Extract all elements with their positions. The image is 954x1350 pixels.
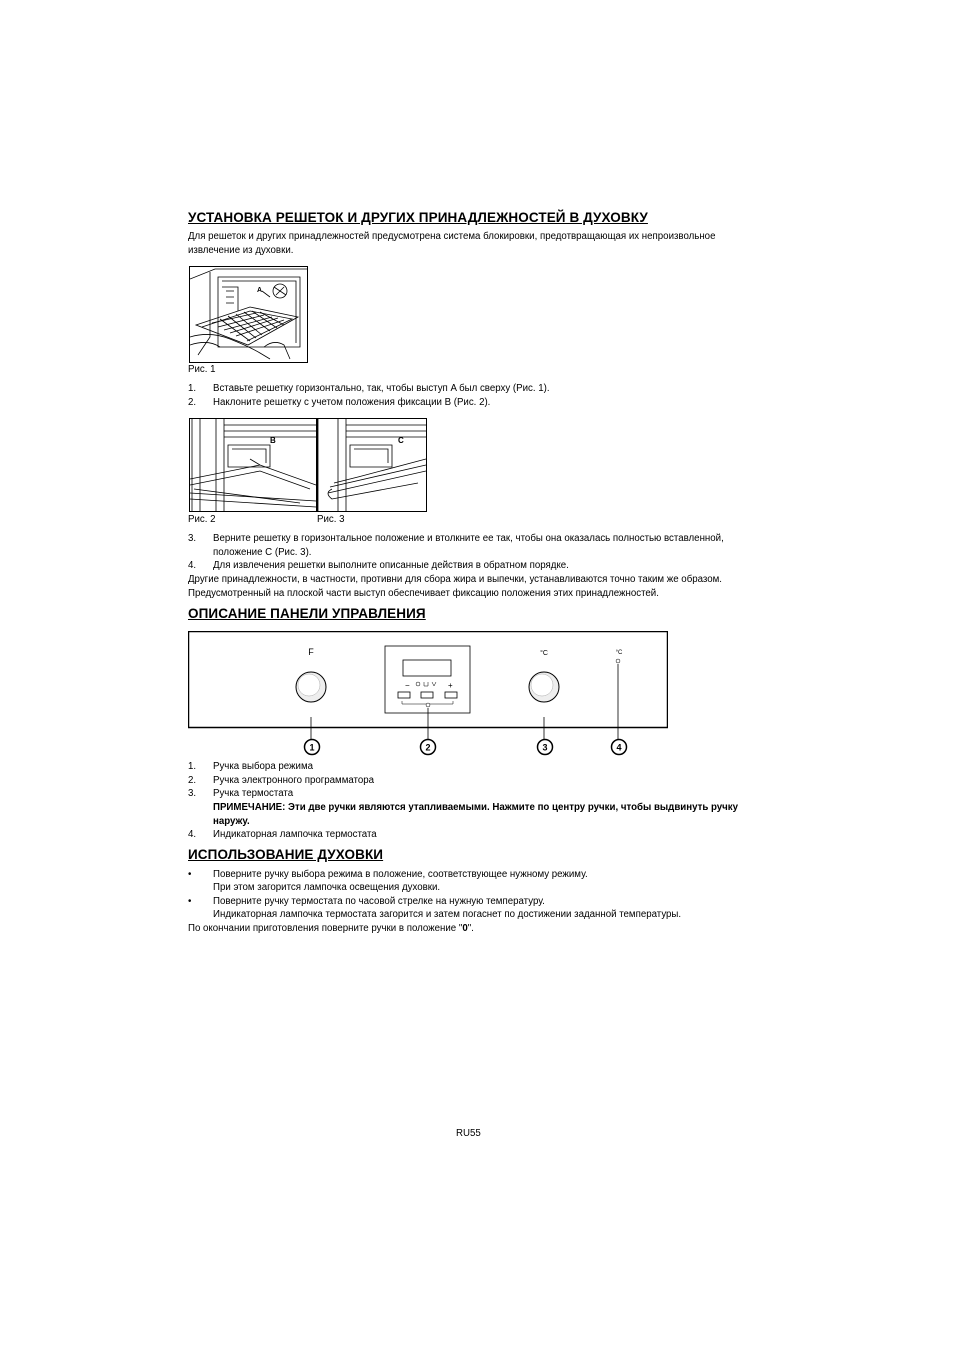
final-instruction-position: 0 — [462, 923, 468, 934]
step-2-text: Наклоните решетку с учетом положения фиксации B (Рис. 2). — [213, 397, 491, 408]
callout-4: 4 — [616, 742, 622, 753]
step-4-text: Для извлечения решетки выполните описанные действия в обратном порядке. — [213, 560, 569, 571]
step-2-number: 2. — [188, 397, 197, 408]
step-1-text: Вставьте решетку горизонтально, так, чтобы выступ A был сверху (Рис. 1). — [213, 383, 550, 394]
bullet-2-line-2: Индикаторная лампочка термостата загорится и затем погаснет по достижении заданной температуры. — [213, 909, 682, 920]
prog-minus-label: − — [405, 681, 410, 690]
prog-indicator-icon — [426, 703, 430, 707]
callout-2: 2 — [425, 742, 431, 753]
prog-minus-button[interactable] — [398, 692, 410, 698]
step-4-number: 4. — [188, 560, 197, 571]
final-instruction-suffix: ". — [467, 923, 474, 934]
lamp-icon — [616, 659, 620, 663]
intro-line-2: извлечение из духовки. — [188, 245, 294, 256]
knob1-label: F — [308, 647, 314, 657]
fig2-label-b: B — [270, 436, 276, 445]
fig3-label-c: C — [398, 436, 404, 445]
knob3-label: °C — [540, 650, 548, 657]
final-instruction-prefix: По окончании приготовления поверните ручки в положение " — [188, 923, 463, 934]
panel-item-2-text: Ручка электронного программатора — [213, 775, 375, 786]
prog-plus-label: + — [448, 681, 453, 690]
panel-item-4-text: Индикаторная лампочка термостата — [213, 829, 377, 840]
note-line-1: ПРИМЕЧАНИЕ: Эти две ручки являются утапливаемыми. Нажмите по центру ручки, чтобы выдвинуть ручку — [213, 802, 739, 813]
panel-item-2-number: 2. — [188, 775, 197, 786]
panel-item-1-text: Ручка выбора режима — [213, 761, 314, 772]
outro-line-1: Другие принадлежности, в частности, противни для сбора жира и выпечки, устанавливаются точно таким же образом. — [188, 574, 722, 585]
panel-item-3-number: 3. — [188, 788, 197, 799]
prog-plus-button[interactable] — [445, 692, 457, 698]
fig1-label-a: A — [257, 287, 263, 294]
bullet-2-line-1: Поверните ручку термостата по часовой стрелке на нужную температуру. — [213, 896, 545, 907]
panel-item-3-text: Ручка термостата — [213, 788, 294, 799]
section-title-use: ИСПОЛЬЗОВАНИЕ ДУХОВКИ — [188, 847, 384, 862]
note-line-2: наружу. — [213, 816, 250, 827]
final-instruction — [188, 922, 474, 936]
panel-item-1-number: 1. — [188, 761, 197, 772]
step-1-number: 1. — [188, 383, 197, 394]
callout-3: 3 — [542, 742, 548, 753]
bullet-2-marker: • — [188, 896, 192, 907]
figure-2 — [189, 418, 317, 512]
section-title-install: УСТАНОВКА РЕШЕТОК И ДРУГИХ ПРИНАДЛЕЖНОСТЕЙ В ДУХОВКУ — [188, 210, 648, 225]
control-panel-diagram — [188, 631, 668, 758]
bullet-1-line-2: При этом загорится лампочка освещения духовки. — [213, 882, 441, 893]
fig3-caption: Рис. 3 — [317, 514, 345, 525]
callout-1: 1 — [309, 742, 315, 753]
intro-line-1: Для решеток и других принадлежностей предусмотрена система блокировки, предотвращающая их непроизвольное — [188, 231, 716, 242]
section-title-panel: ОПИСАНИЕ ПАНЕЛИ УПРАВЛЕНИЯ — [188, 606, 426, 621]
step-3-number: 3. — [188, 533, 197, 544]
bullet-1-marker: • — [188, 869, 192, 880]
outro-line-2: Предусмотренный на плоской части выступ обеспечивает фиксацию положения этих принадлежностей. — [188, 588, 659, 599]
step-3-text-line-2: положение C (Рис. 3). — [213, 547, 312, 558]
bullet-1-line-1: Поверните ручку выбора режима в положение, соответствующее нужному режиму. — [213, 869, 588, 880]
fig1-caption: Рис. 1 — [188, 364, 216, 375]
prog-mode-button[interactable] — [421, 692, 433, 698]
figure-3 — [317, 418, 427, 512]
panel-item-4-number: 4. — [188, 829, 197, 840]
figure-1 — [189, 266, 308, 363]
step-3-text-line-1: Верните решетку в горизонтальное положение и втолкните ее так, чтобы она оказалась полностью вставленной, — [213, 533, 724, 544]
page-number: RU55 — [456, 1128, 481, 1139]
lamp-label: °C — [615, 650, 623, 656]
fig2-caption: Рис. 2 — [188, 514, 216, 525]
